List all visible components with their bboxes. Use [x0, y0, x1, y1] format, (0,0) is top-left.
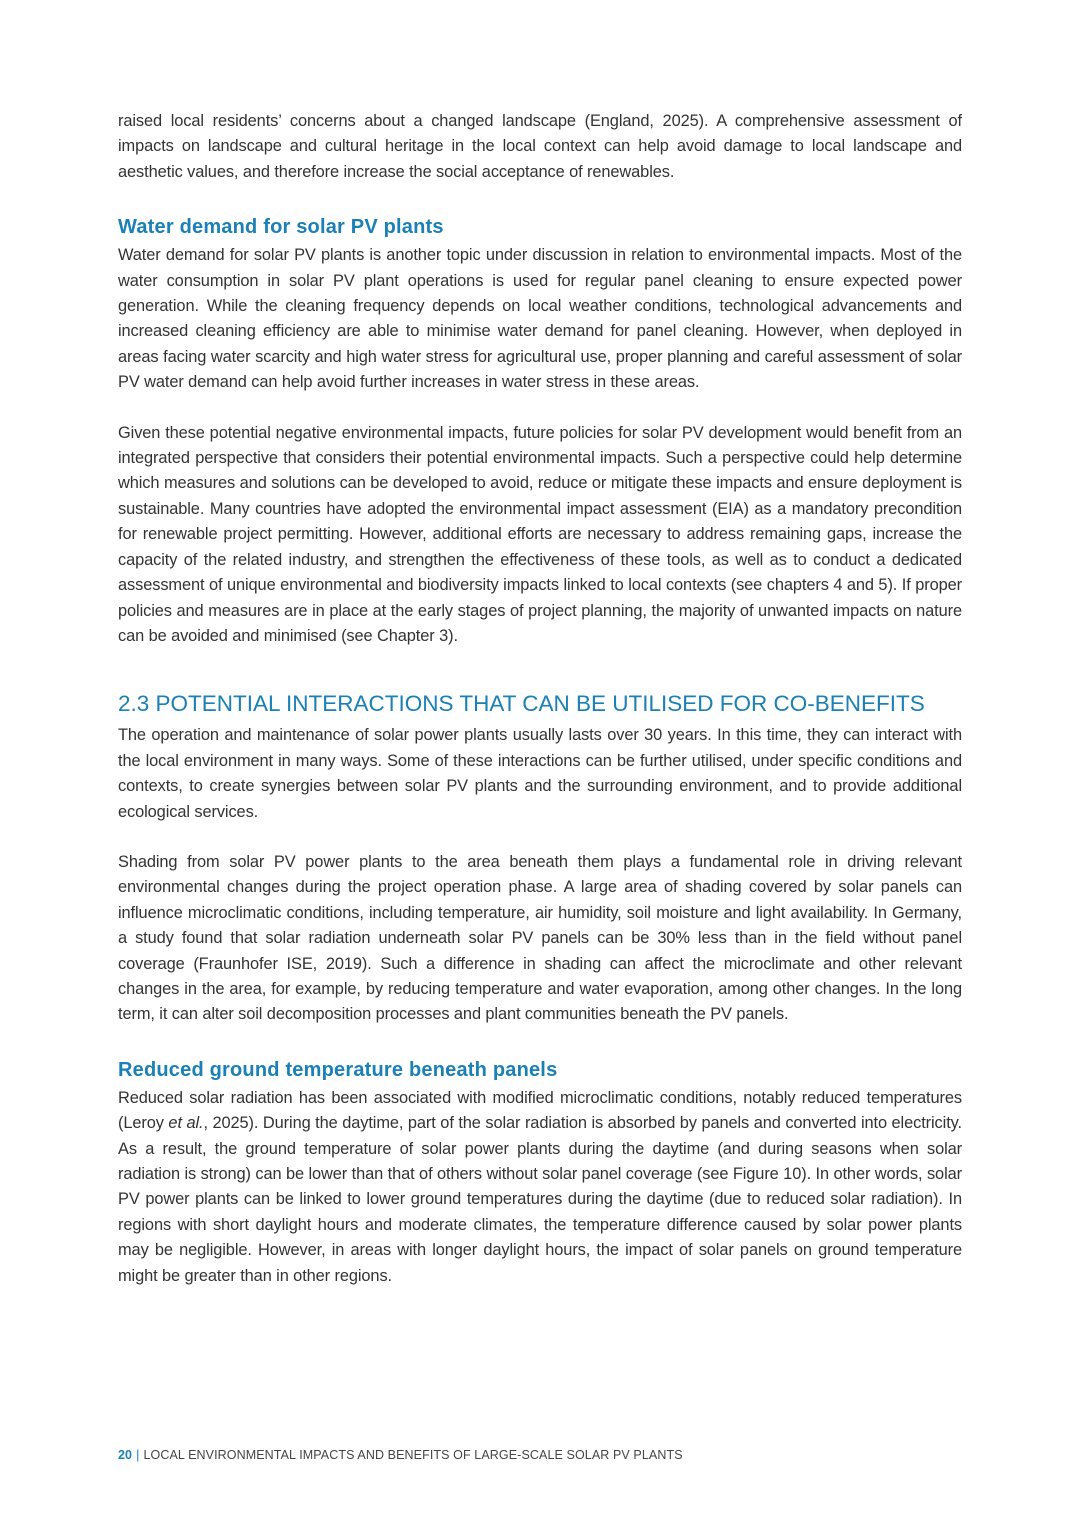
text-segment: Reduced solar radiation has been associated with modified microclimatic conditions, notably reduced temperatures (Leroy [118, 1088, 962, 1133]
section-heading-2-3: 2.3 POTENTIAL INTERACTIONS THAT CAN BE UTILISED FOR CO-BENEFITS [118, 691, 925, 717]
paragraph-given-impacts: Given these potential negative environmental impacts, future policies for solar PV development would benefit from an integrated perspective that considers their potential environmental impacts. Such a perspective could help determine which measures and solutions can be developed to avoid, reduce or mitigate these impacts and ensure deployment is sustainable. Many countries have adopted the environmental impact assessment (EIA) as a mandatory precondition for renewable project permitting. However, additional efforts are necessary to address remaining gaps, increase the capacity of the related industry, and strengthen the effectiveness of these tools, as well as to conduct a dedicated assessment of unique environmental and biodiversity impacts linked to local contexts (see chapters 4 and 5). If proper policies and measures are in place at the early stages of project planning, the majority of unwanted impacts on nature can be avoided and minimised (see Chapter 3). [118, 423, 962, 645]
footer-title: LOCAL ENVIRONMENTAL IMPACTS AND BENEFITS OF LARGE-SCALE SOLAR PV PLANTS [143, 1448, 683, 1462]
heading-reduced-ground-temperature: Reduced ground temperature beneath panels [118, 1058, 558, 1081]
page-number: 20 [118, 1448, 133, 1462]
footer-separator: | [136, 1448, 140, 1462]
paragraph-shading: Shading from solar PV power plants to the area beneath them plays a fundamental role in driving relevant environmental changes during the project operation phase. A large area of shading covered by solar panels can influence microclimatic conditions, including temperature, air humidity, soil moisture and light availability. In Germany, a study found that solar radiation underneath solar PV panels can be 30% less than in the field without panel coverage (Fraunhofer ISE, 2019). Such a difference in shading can affect the microclimate and other relevant changes in the area, for example, by reducing temperature and water evaporation, among other changes. In the long term, it can alter soil decomposition processes and plant communities beneath the PV panels. [118, 852, 962, 1024]
paragraph-ground-temperature [118, 1086, 962, 1289]
page-footer [118, 1448, 683, 1462]
italic-et-al: et al. [168, 1114, 204, 1133]
paragraph-intro: raised local residents’ concerns about a changed landscape (England, 2025). A comprehensive assessment of impacts on landscape and cultural heritage in the local context can help avoid damage to local landscape and aesthetic values, and therefore increase the social acceptance of renewables. [118, 112, 962, 181]
text-segment: , 2025). During the daytime, part of the solar radiation is absorbed by panels and converted into electricity. As a result, the ground temperature of solar power plants during the daytime (and during seasons when solar radiation is strong) can be lower than that of others without solar panel coverage (see Figure 10). In other words, solar PV power plants can be linked to lower ground temperatures during the daytime (due to reduced solar radiation). In regions with short daylight hours and moderate climates, the temperature difference caused by solar power plants may be negligible. However, in areas with longer daylight hours, the impact of solar panels on ground temperature might be greater than in other regions. [118, 1114, 962, 1285]
paragraph-operation: The operation and maintenance of solar power plants usually lasts over 30 years. In this time, they can interact with the local environment in many ways. Some of these interactions can be further utilised, under specific conditions and contexts, to create synergies between solar PV plants and the surrounding environment, and to provide additional ecological services. [118, 726, 962, 821]
paragraph-water-demand: Water demand for solar PV plants is another topic under discussion in relation to environmental impacts. Most of the water consumption in solar PV plant operations is used for regular panel cleaning to ensure expected power generation. While the cleaning frequency depends on local weather conditions, technological advancements and increased cleaning efficiency are able to minimise water demand for panel cleaning. However, when deployed in areas facing water scarcity and high water stress for agricultural use, proper planning and careful assessment of solar PV water demand can help avoid further increases in water stress in these areas. [118, 246, 962, 392]
page-body [118, 109, 962, 1289]
heading-water-demand: Water demand for solar PV plants [118, 216, 444, 239]
